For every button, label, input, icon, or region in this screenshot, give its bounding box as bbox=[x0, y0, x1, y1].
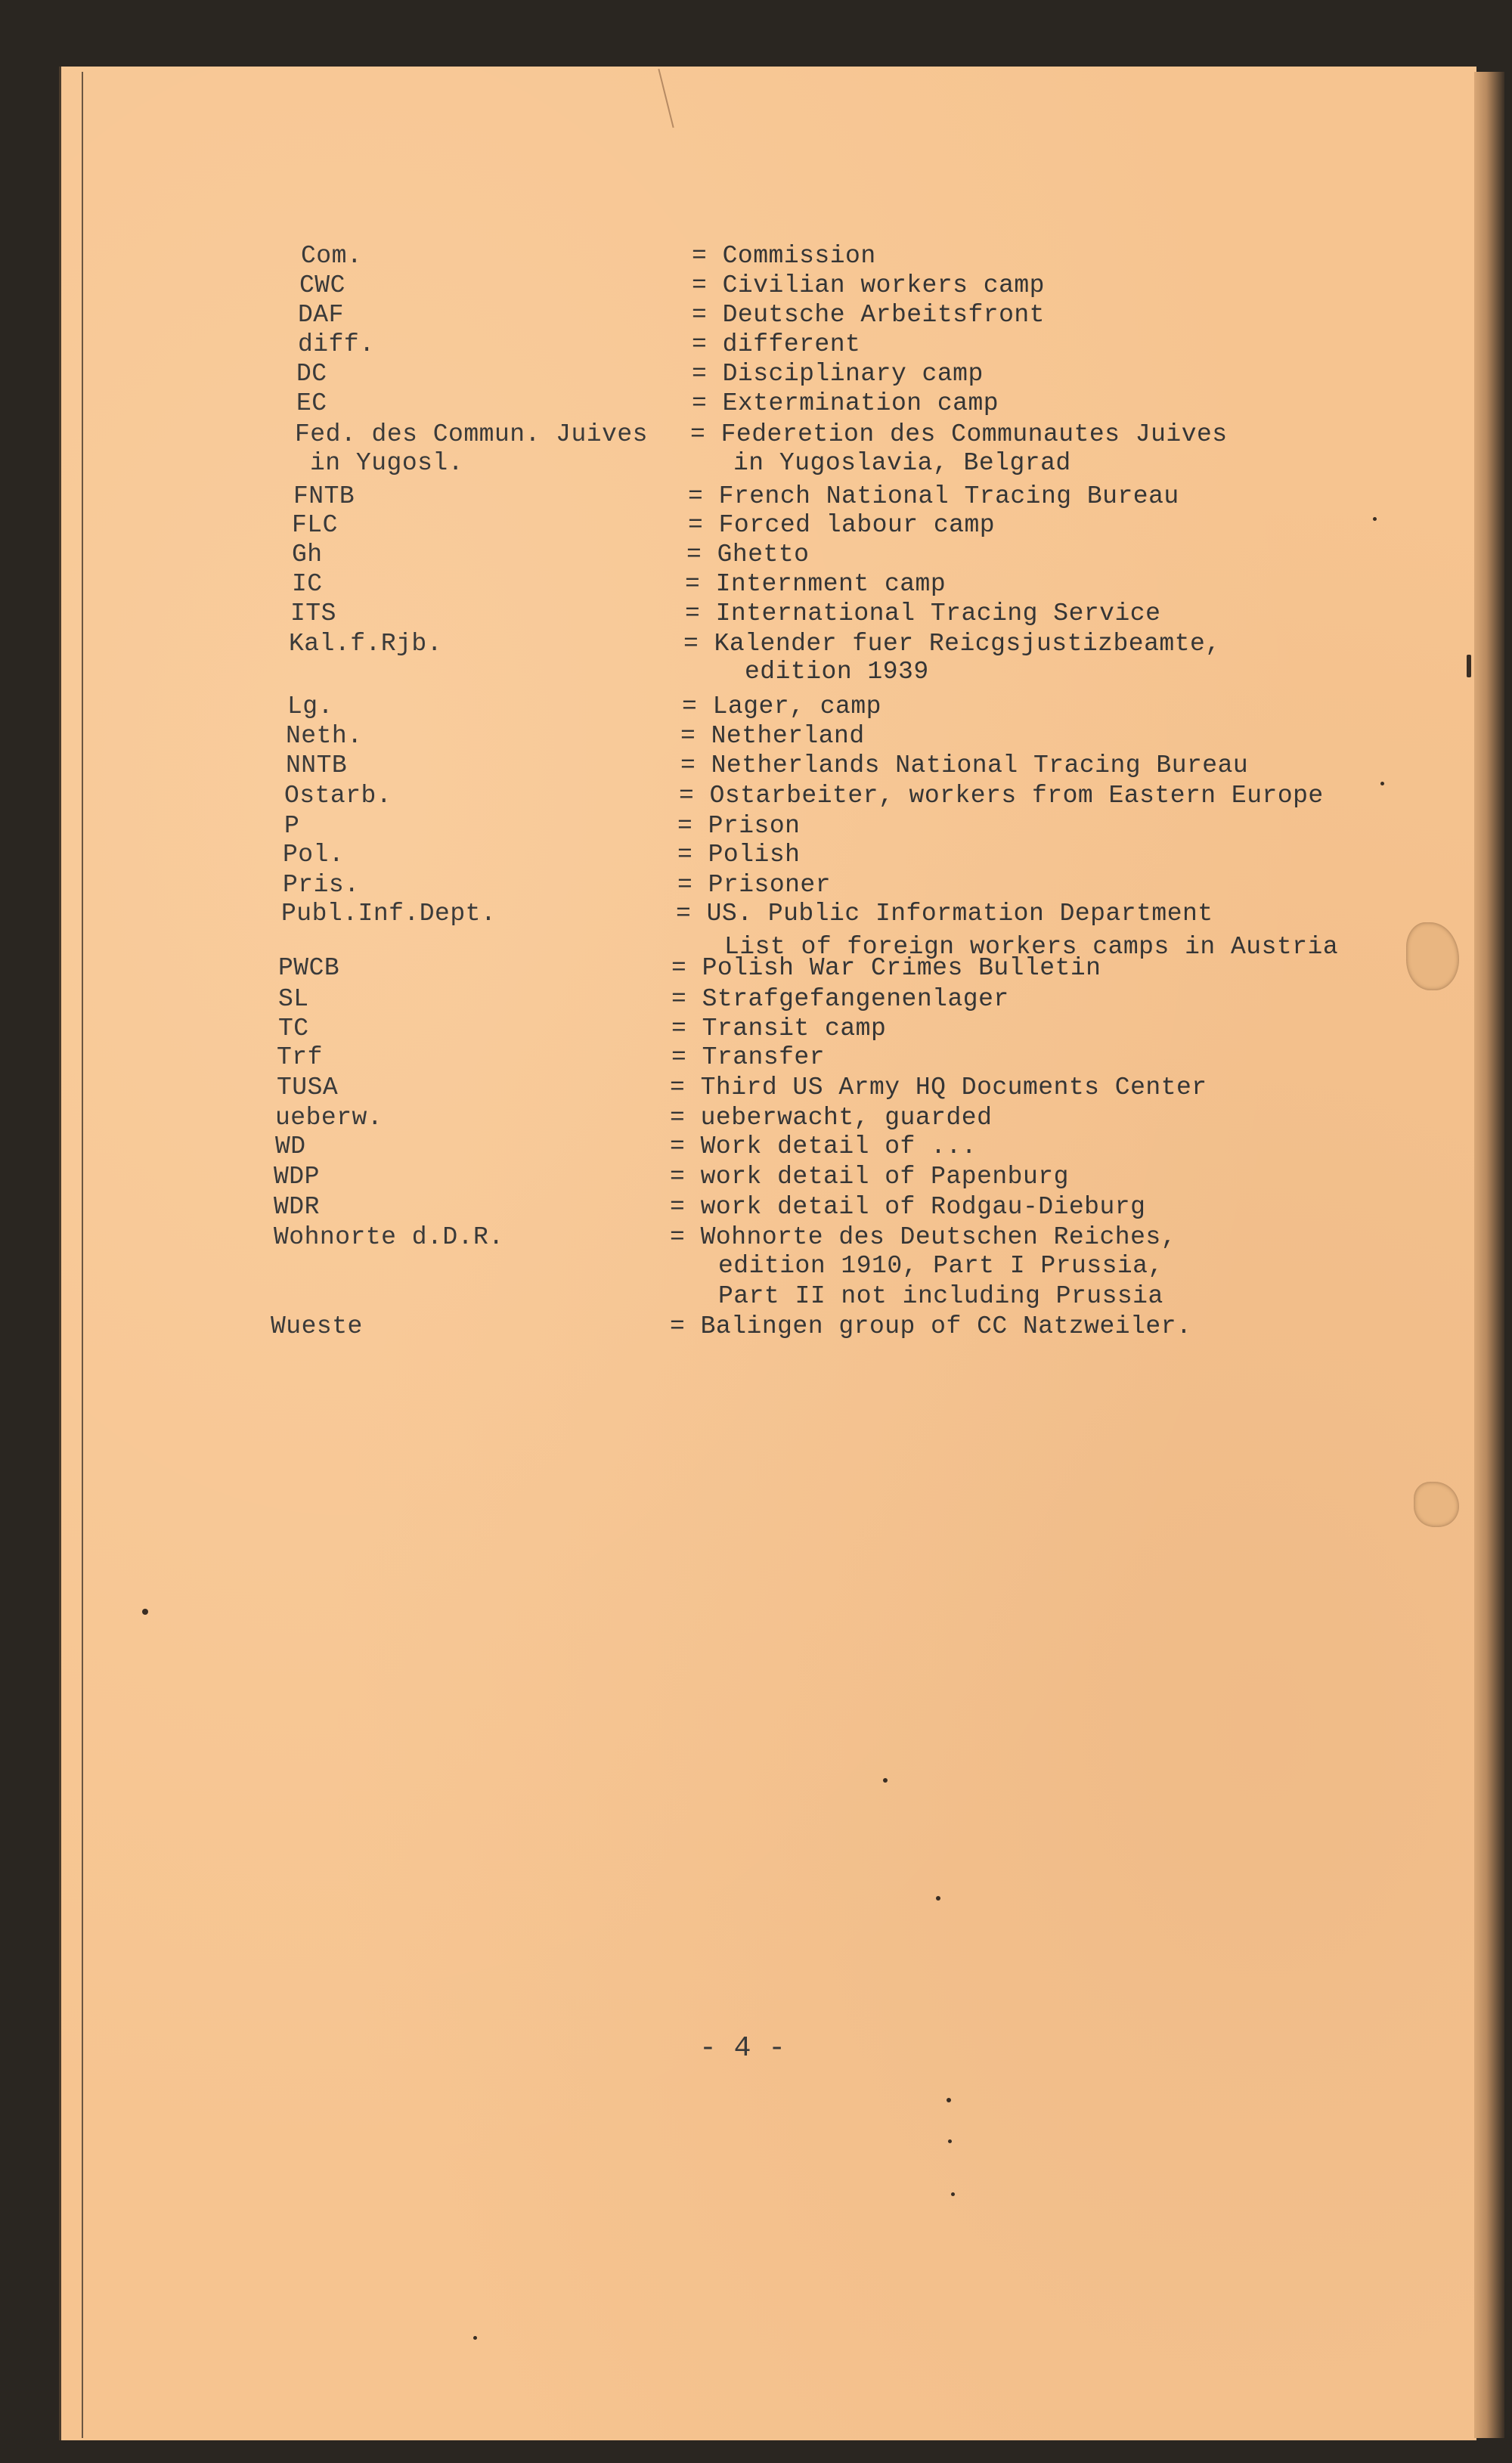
definition: = US. Public Information Department bbox=[676, 900, 1213, 928]
definition: = Wohnorte des Deutschen Reiches, bbox=[670, 1223, 1177, 1251]
definition: = Federetion des Communautes Juives bbox=[690, 420, 1228, 448]
abbreviation: WDR bbox=[274, 1193, 320, 1221]
abbreviation: Fed. des Commun. Juives bbox=[295, 420, 648, 448]
definition: = Civilian workers camp bbox=[692, 271, 1045, 299]
abbreviation: Neth. bbox=[286, 722, 363, 750]
definition: = Transit camp bbox=[671, 1015, 887, 1043]
abbreviation: FLC bbox=[292, 511, 338, 539]
abbreviation: Com. bbox=[301, 242, 363, 270]
definition: = Ostarbeiter, workers from Eastern Europe bbox=[679, 782, 1324, 810]
definition: edition 1910, Part I Prussia, bbox=[718, 1252, 1163, 1280]
abbreviation: CWC bbox=[299, 271, 345, 299]
definition: = Polish War Crimes Bulletin bbox=[671, 954, 1101, 982]
definition: = Work detail of ... bbox=[670, 1132, 978, 1160]
paper-speck bbox=[948, 2139, 952, 2143]
abbreviation: Publ.Inf.Dept. bbox=[281, 900, 497, 928]
abbreviation: NNTB bbox=[286, 751, 348, 779]
definition: = Balingen group of CC Natzweiler. bbox=[670, 1312, 1192, 1340]
definition: = work detail of Papenburg bbox=[670, 1163, 1069, 1191]
abbreviation: diff. bbox=[298, 330, 375, 358]
definition: = Prison bbox=[677, 812, 801, 840]
paper-speck bbox=[1467, 655, 1471, 677]
definition: Part II not including Prussia bbox=[718, 1282, 1163, 1310]
definition: = Deutsche Arbeitsfront bbox=[692, 301, 1045, 329]
paper-speck bbox=[142, 1609, 148, 1615]
definition: = different bbox=[692, 330, 861, 358]
definition: = Commission bbox=[692, 242, 876, 270]
abbreviation: IC bbox=[292, 570, 323, 598]
paper-speck bbox=[951, 2192, 955, 2196]
definition: = French National Tracing Bureau bbox=[688, 482, 1179, 510]
abbreviation: Lg. bbox=[287, 692, 333, 720]
definition: = International Tracing Service bbox=[685, 599, 1161, 627]
abbreviation: Pris. bbox=[283, 871, 360, 899]
abbreviation: SL bbox=[278, 985, 309, 1013]
definition: edition 1939 bbox=[745, 658, 929, 686]
abbreviation: WD bbox=[275, 1132, 306, 1160]
abbreviation: in Yugosl. bbox=[310, 449, 464, 477]
abbreviation: TUSA bbox=[277, 1073, 339, 1101]
abbreviation: ITS bbox=[290, 599, 336, 627]
definition: = Transfer bbox=[671, 1043, 826, 1071]
abbreviation: Gh bbox=[292, 541, 323, 569]
definition: = Ghetto bbox=[686, 541, 810, 569]
paper-speck bbox=[1373, 517, 1377, 521]
abbreviation: Kal.f.Rjb. bbox=[289, 630, 443, 658]
definition: = Netherlands National Tracing Bureau bbox=[680, 751, 1249, 779]
abbreviation: Pol. bbox=[283, 841, 345, 869]
paper-speck bbox=[947, 2098, 951, 2102]
definition: = Extermination camp bbox=[692, 389, 999, 417]
definition: = Internment camp bbox=[685, 570, 947, 598]
abbreviation: DAF bbox=[298, 301, 344, 329]
definition: = Polish bbox=[677, 841, 801, 869]
definition: in Yugoslavia, Belgrad bbox=[733, 449, 1071, 477]
abbreviation: Ostarb. bbox=[284, 782, 392, 810]
definition: = Strafgefangenenlager bbox=[671, 985, 1009, 1013]
definition: = Lager, camp bbox=[682, 692, 881, 720]
definition: = Forced labour camp bbox=[688, 511, 996, 539]
definition: = Kalender fuer Reicgsjustizbeamte, bbox=[683, 630, 1221, 658]
abbreviation: Wueste bbox=[271, 1312, 363, 1340]
definition: = Third US Army HQ Documents Center bbox=[670, 1073, 1207, 1101]
paper-speck bbox=[473, 2336, 477, 2340]
definition: = Prisoner bbox=[677, 871, 832, 899]
definition: = work detail of Rodgau-Dieburg bbox=[670, 1193, 1146, 1221]
abbreviation: DC bbox=[296, 360, 327, 388]
abbreviation: P bbox=[284, 812, 300, 840]
abbreviation: PWCB bbox=[278, 954, 340, 982]
page-number: - 4 - bbox=[699, 2032, 786, 2065]
definition: List of foreign workers camps in Austria bbox=[724, 933, 1339, 961]
abbreviation: ueberw. bbox=[275, 1104, 383, 1132]
abbreviation: TC bbox=[278, 1015, 309, 1043]
abbreviation: FNTB bbox=[293, 482, 355, 510]
paper-speck bbox=[936, 1896, 940, 1901]
abbreviation: EC bbox=[296, 389, 327, 417]
paper-speck bbox=[1380, 782, 1384, 785]
abbreviation: Trf bbox=[277, 1043, 323, 1071]
abbreviation: WDP bbox=[274, 1163, 320, 1191]
paper-speck bbox=[883, 1778, 888, 1783]
definition: = Disciplinary camp bbox=[692, 360, 984, 388]
abbreviation: Wohnorte d.D.R. bbox=[274, 1223, 504, 1251]
definition: = Netherland bbox=[680, 722, 865, 750]
definition: = ueberwacht, guarded bbox=[670, 1104, 993, 1132]
